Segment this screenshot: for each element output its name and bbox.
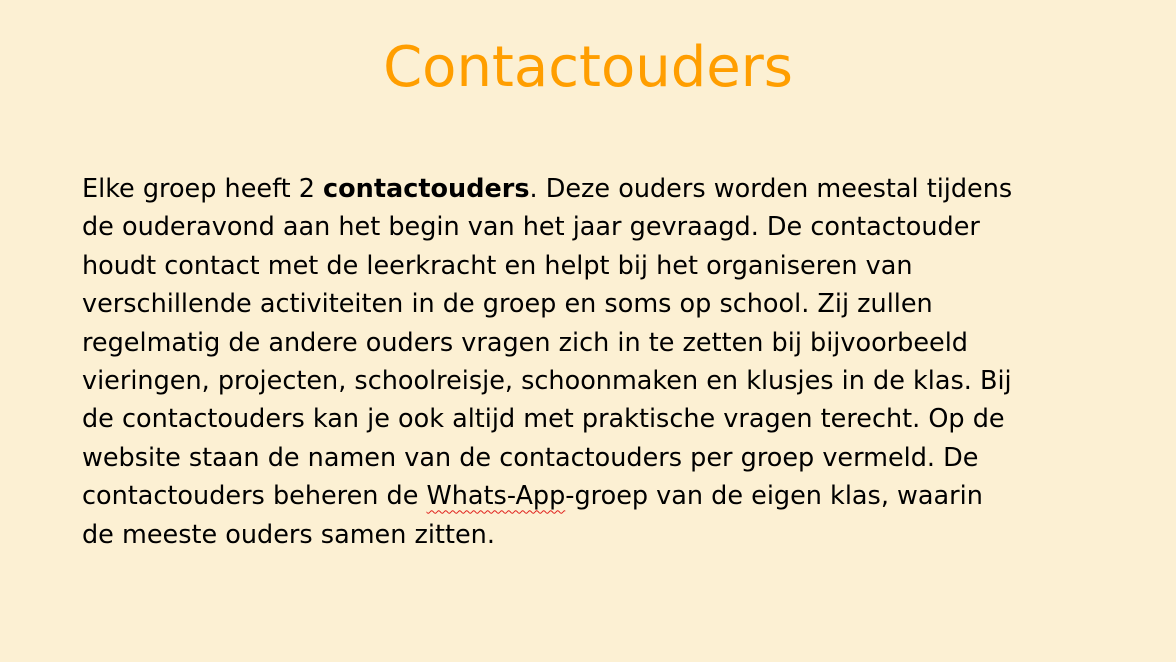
line-9-end: -groep van de eigen klas, waarin: [565, 481, 983, 512]
paragraph-line-9: [82, 477, 1132, 515]
intro-text: Elke groep heeft 2: [82, 174, 324, 204]
spellcheck-flagged-word[interactable]: Whats-App: [426, 481, 566, 512]
paragraph-line-5: regelmatig de andere ouders vragen zich in te zetten bij bijvoorbeeld: [82, 327, 968, 358]
paragraph-line-6: vieringen, projecten, schoolreisje, schoonmaken en klusjes in de klas. Bij: [82, 366, 1012, 397]
bold-keyword: contactouders: [323, 174, 530, 204]
body-paragraph: [82, 170, 1132, 554]
paragraph-line-2: de ouderavond aan het begin van het jaar gevraagd. De contactouder: [82, 212, 980, 243]
paragraph-line-4: verschillende activiteiten in de groep en soms op school. Zij zullen: [82, 289, 933, 320]
paragraph-line-3: houdt contact met de leerkracht en helpt bij het organiseren van: [82, 250, 913, 281]
intro-continuation: . Deze ouders worden meestal tijdens: [529, 174, 1013, 204]
paragraph-line-8: website staan de namen van de contactouders per groep vermeld. De: [82, 442, 979, 473]
paragraph-line-1: [82, 170, 1132, 208]
paragraph-line-10: de meeste ouders samen zitten.: [82, 519, 495, 550]
line-9-start: contactouders beheren de: [82, 481, 427, 512]
paragraph-line-7: de contactouders kan je ook altijd met praktische vragen terecht. Op de: [82, 404, 1005, 435]
slide-title: Contactouders: [383, 35, 793, 100]
